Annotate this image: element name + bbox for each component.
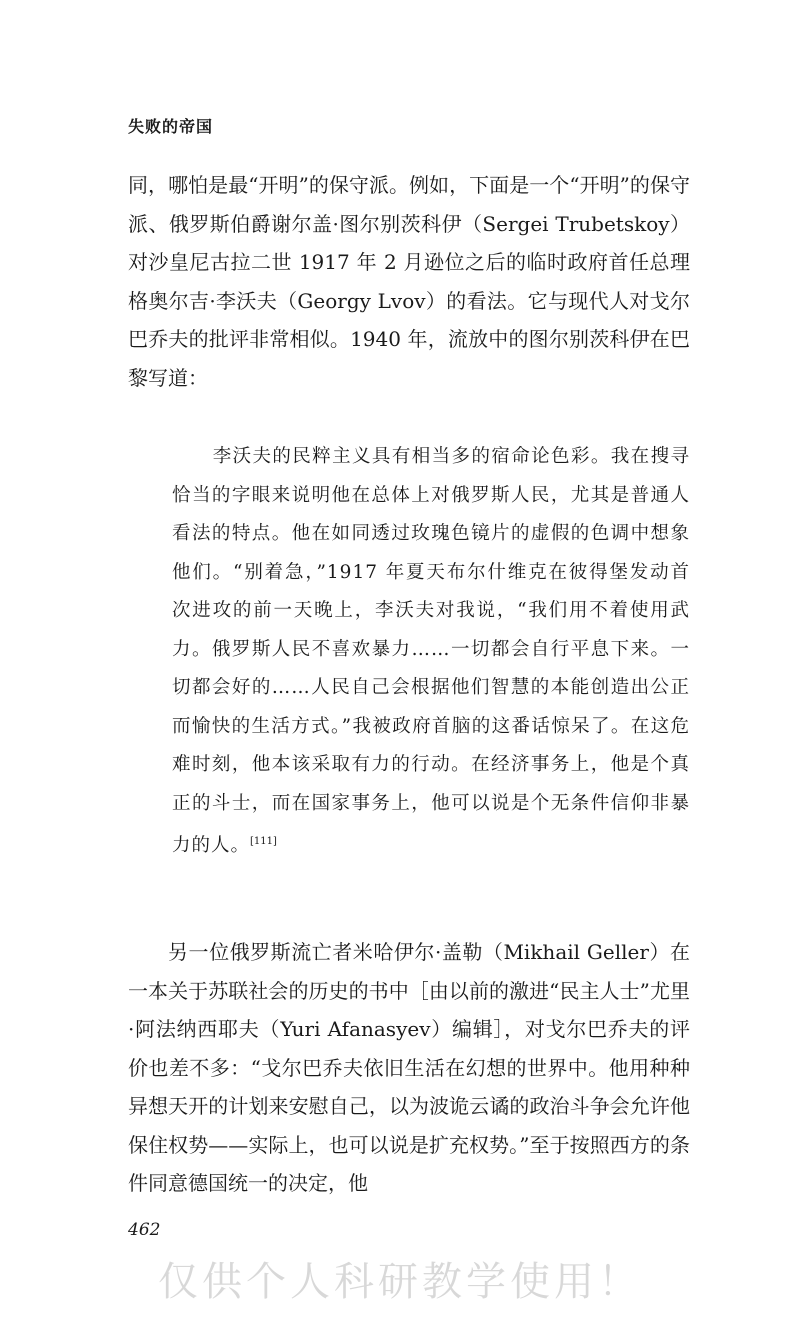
watermark-text: 仅供个人科研教学使用！ [158,1259,642,1305]
quote-body: 李沃夫的民粹主义具有相当多的宿命论色彩。我在搜寻恰当的字眼来说明他在总体上对俄罗斯人民，尤其是普通人看法的特点。他在如同透过玫瑰色镜片的虚假的色调中想象他们。“别着急，”1917 年夏天布尔什维克在彼得堡发动首次进攻的前一天晚上，李沃夫对我说，“我们用不着使用武力。俄罗斯人民不喜欢暴力……一切都会自行平息下来。一切都会好的……人民自己会根据他们智慧的本能创造出公正而愉快的生活方式。”我被政府首脑的这番话惊呆了。在这危难时刻，他本该采取有力的行动。在经济事务上，他是个真正的斗士，而在国家事务上，他可以说是个无条件信仰非暴力的人。 [172,446,690,857]
running-header: 失败的帝国 [128,117,214,136]
body-paragraph-1 [128,166,690,397]
body-paragraph-2 [128,933,690,1203]
page-number: 462 [128,1220,161,1240]
paragraph-text: 同，哪怕是最“开明”的保守派。例如，下面是一个“开明”的保守派、俄罗斯伯爵谢尔盖·图尔别茨科伊（Sergei Trubetskoy）对沙皇尼古拉二世 1917 年 2 月逊位之后的临时政府首任总理格奥尔吉·李沃夫（Georgy Lvov）的看法。它与现代人对戈尔巴乔夫的批评非常相似。1940 年，流放中的图尔别茨科伊在巴黎写道： [128,173,690,390]
block-quote [172,438,690,866]
quote-text [172,438,690,866]
footnote-marker[interactable]: [111] [250,836,277,847]
paragraph-text: 另一位俄罗斯流亡者米哈伊尔·盖勒（Mikhail Geller）在一本关于苏联社会的历史的书中［由以前的激进“民主人士”尤里·阿法纳西耶夫（Yuri Afanasyev）编辑］，对戈尔巴乔夫的评价也差不多：“戈尔巴乔夫依旧生活在幻想的世界中。他用种种异想天开的计划来安慰自己，以为波诡云谲的政治斗争会允许他保住权势——实际上，也可以说是扩充权势。”至于按照西方的条件同意德国统一的决定，他 [128,940,690,1195]
